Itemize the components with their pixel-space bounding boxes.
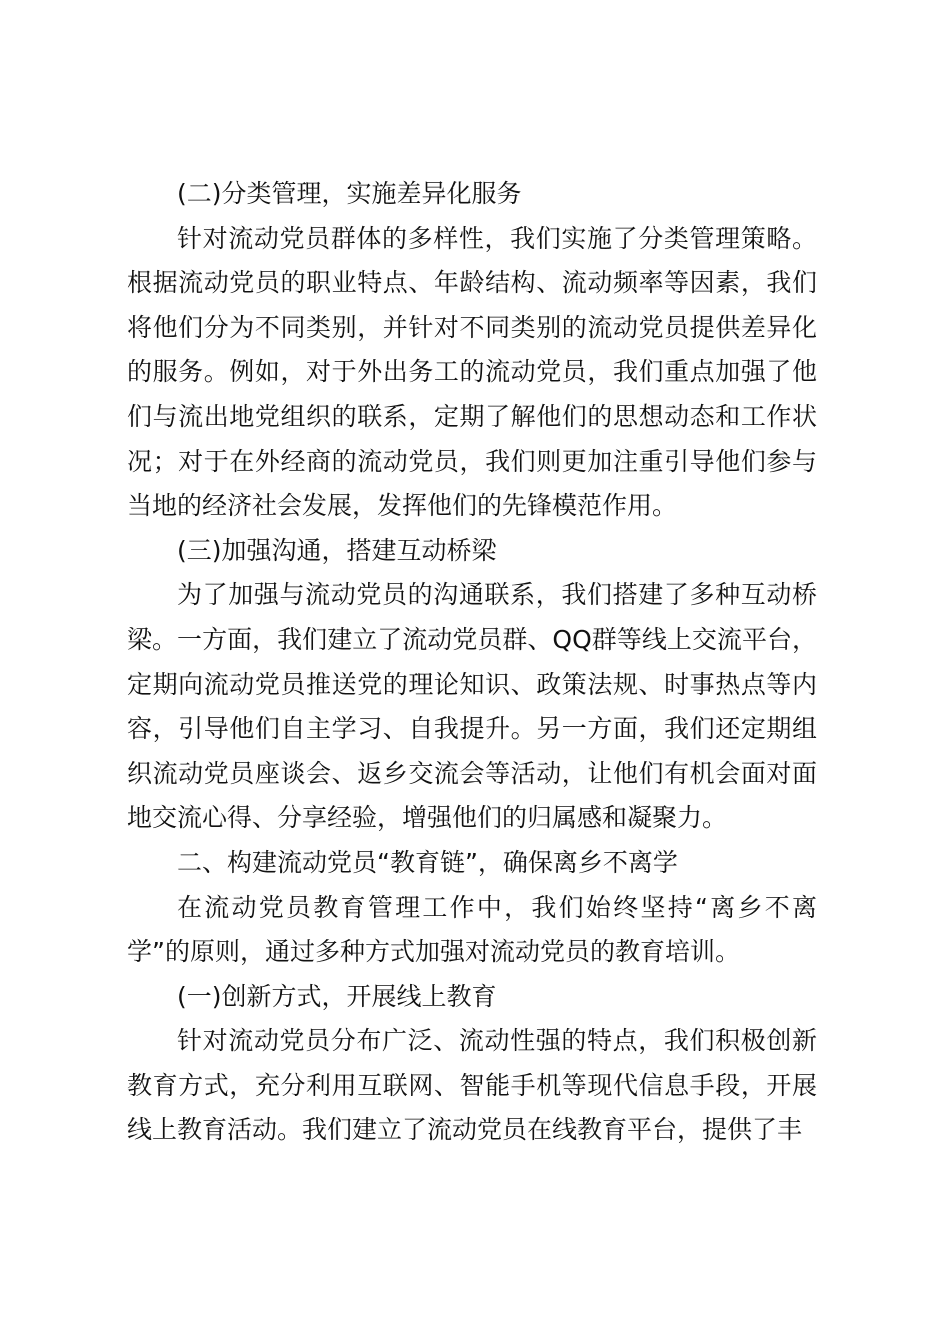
paragraph-education-chain: 在流动党员教育管理工作中，我们始终坚持“离乡不离学”的原则，通过多种方式加强对流动党员的教育培训。 bbox=[127, 892, 817, 967]
document-body bbox=[127, 172, 817, 1153]
paragraph-online-education: 针对流动党员分布广泛、流动性强的特点，我们积极创新教育方式，充分利用互联网、智能手机等现代信息手段，开展线上教育活动。我们建立了流动党员在线教育平台，提供了丰 bbox=[127, 1026, 817, 1145]
section-heading-communication: (三)加强沟通，搭建互动桥梁 bbox=[177, 535, 497, 565]
paragraph-classified-management: 针对流动党员群体的多样性，我们实施了分类管理策略。根据流动党员的职业特点、年龄结构、流动频率等因素，我们将他们分为不同类别，并针对不同类别的流动党员提供差异化的服务。例如，对于外出务工的流动党员，我们重点加强了他们与流出地党组织的联系，定期了解他们的思想动态和工作状况；对于在外经商的流动党员，我们则更加注重引导他们参与当地的经济社会发展，发挥他们的先锋模范作用。 bbox=[127, 223, 817, 521]
section-heading-education-chain: 二、构建流动党员“教育链”，确保离乡不离学 bbox=[177, 847, 678, 877]
section-heading-classified-management: (二)分类管理，实施差异化服务 bbox=[177, 179, 522, 208]
paragraph-communication: 为了加强与流动党员的沟通联系，我们搭建了多种互动桥梁。一方面，我们建立了流动党员群、QQ群等线上交流平台，定期向流动党员推送党的理论知识、政策法规、时事热点等内容，引导他们自主学习、自我提升。另一方面，我们还定期组织流动党员座谈会、返乡交流会等活动，让他们有机会面对面地交流心得、分享经验，增强他们的归属感和凝聚力。 bbox=[127, 580, 817, 833]
section-heading-online-education: (一)创新方式，开展线上教育 bbox=[177, 981, 497, 1011]
